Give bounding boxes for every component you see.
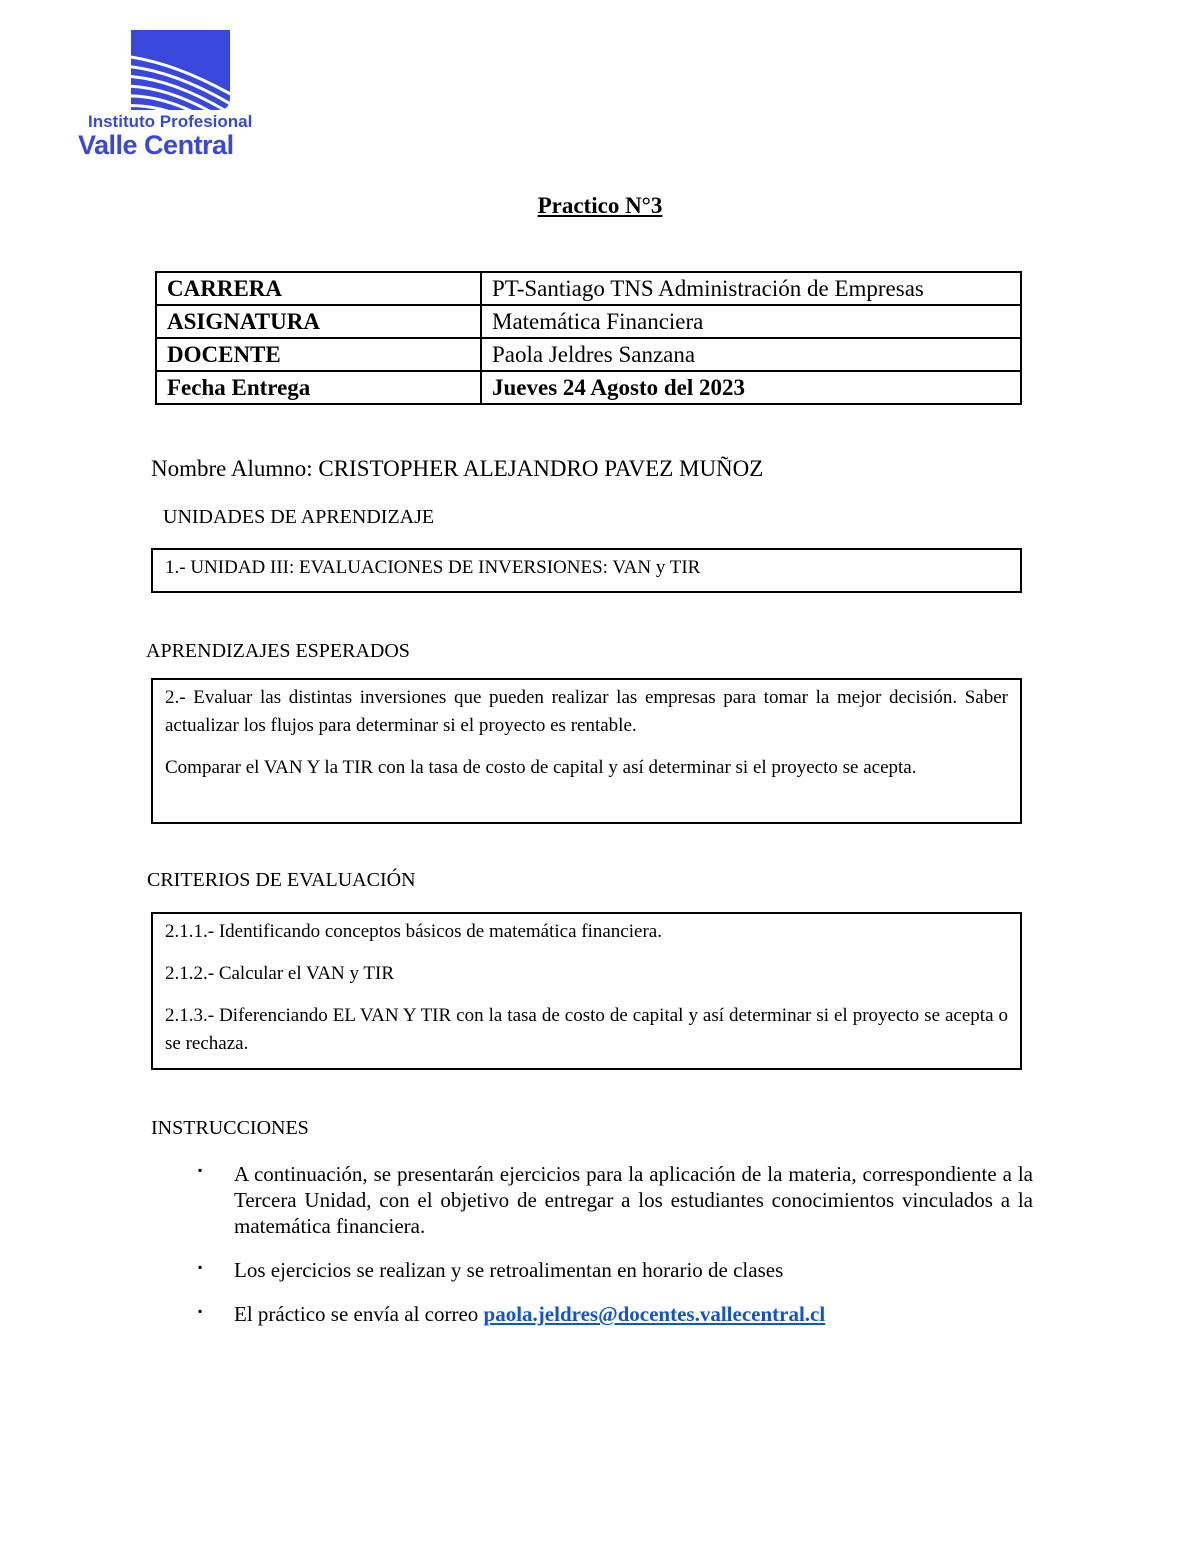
bullet-icon: ▪ xyxy=(198,1304,203,1318)
info-value: PT-Santiago TNS Administración de Empresas xyxy=(481,272,1021,305)
instructions-heading: INSTRUCCIONES xyxy=(151,1117,309,1139)
bullet-icon: ▪ xyxy=(198,1260,203,1274)
expected-box xyxy=(151,678,1022,824)
expected-text-2: Comparar el VAN Y la TIR con la tasa de costo de capital y así determinar si el proyecto se acepta. xyxy=(165,757,917,778)
info-value: Matemática Financiera xyxy=(481,305,1021,338)
criteria-heading: CRITERIOS DE EVALUACIÓN xyxy=(147,869,416,891)
table-row xyxy=(156,371,1021,404)
criteria-item: 2.1.3.- Diferenciando EL VAN Y TIR con la tasa de costo de capital y así determinar si el proyecto se acepta o se rechaza. xyxy=(165,1005,1008,1054)
units-text: 1.- UNIDAD III: EVALUACIONES DE INVERSIONES: VAN y TIR xyxy=(165,557,701,578)
info-value: Paola Jeldres Sanzana xyxy=(481,338,1021,371)
info-label: ASIGNATURA xyxy=(156,305,481,338)
instruction-item xyxy=(234,1301,1033,1327)
table-row xyxy=(156,272,1021,305)
expected-text-1: 2.- Evaluar las distintas inversiones que pueden realizar las empresas para tomar la mejor decisión. Saber actualizar los flujos para determinar si el proyecto es rentable. xyxy=(165,687,1008,736)
valle-central-logo-icon xyxy=(74,26,264,112)
info-value: Jueves 24 Agosto del 2023 xyxy=(481,371,1021,404)
instruction-email-prefix: El práctico se envía al correo xyxy=(234,1302,484,1326)
info-label: CARRERA xyxy=(156,272,481,305)
info-label: DOCENTE xyxy=(156,338,481,371)
table-row xyxy=(156,338,1021,371)
course-info-table xyxy=(155,271,1022,405)
institution-logo xyxy=(74,26,264,164)
email-link[interactable]: paola.jeldres@docentes.vallecentral.cl xyxy=(483,1302,826,1326)
criteria-box xyxy=(151,912,1022,1070)
document-title: Practico N°3 xyxy=(537,193,663,218)
instruction-item: Los ejercicios se realizan y se retroalimentan en horario de clases xyxy=(234,1258,784,1282)
document-title-block xyxy=(0,193,1200,219)
criteria-item: 2.1.1.- Identificando conceptos básicos de matemática financiera. xyxy=(165,921,662,942)
logo-line1: Instituto Profesional xyxy=(88,112,253,131)
logo-line2: Valle Central xyxy=(78,130,234,160)
expected-heading: APRENDIZAJES ESPERADOS xyxy=(146,640,410,662)
criteria-item: 2.1.2.- Calcular el VAN y TIR xyxy=(165,963,395,984)
instruction-item: A continuación, se presentarán ejercicios para la aplicación de la materia, correspondiente a la Tercera Unidad, con el objetivo de entregar a los estudiantes conocimientos vinculados a la matemática financiera. xyxy=(234,1162,1033,1238)
student-name: Nombre Alumno: CRISTOPHER ALEJANDRO PAVEZ MUÑOZ xyxy=(151,456,764,481)
table-row xyxy=(156,305,1021,338)
bullet-icon: ▪ xyxy=(198,1163,203,1177)
units-heading: UNIDADES DE APRENDIZAJE xyxy=(163,506,435,528)
units-box xyxy=(151,548,1022,593)
info-label: Fecha Entrega xyxy=(156,371,481,404)
